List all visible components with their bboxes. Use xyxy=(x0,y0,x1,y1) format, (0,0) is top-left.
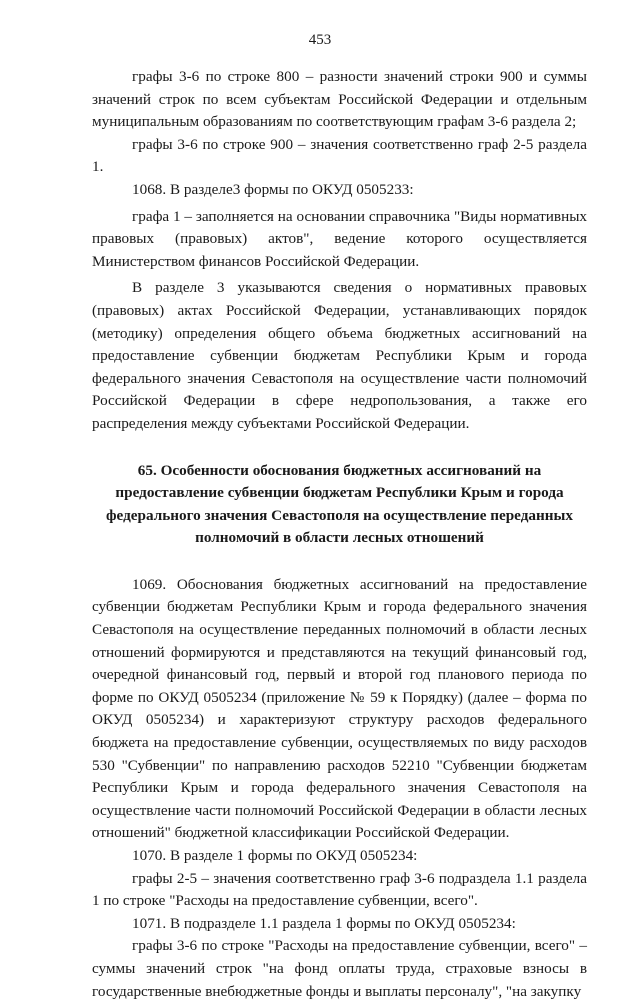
page-number: 453 xyxy=(308,32,332,48)
paragraph: графы 3-6 по строке 900 – значения соответственно граф 2-5 раздела 1. xyxy=(92,135,587,176)
paragraph: графы 2-5 – значения соответственно граф 3-6 подраздела 1.1 раздела 1 по строке "Расходы на предоставление субвенции, всего". xyxy=(92,869,587,910)
paragraph: 1071. В подразделе 1.1 раздела 1 формы по ОКУД 0505234: xyxy=(132,914,516,932)
paragraph: графы 3-6 по строке 800 – разности значений строки 900 и суммы значений строк по всем субъектам Российской Федерации и отдельным муниципальным образованиям по соответствующим графам 3-6 раздела 2; xyxy=(92,68,587,131)
paragraph: В разделе 3 указываются сведения о нормативных правовых (правовых) актах Российской Федерации, устанавливающих порядок (методику) определения общего объема бюджетных ассигнований на предоставление субвенции бюджетам Республики Крым и города федерального значения Севастополя на осуществление части полномочий Российской Федерации в сфере недропользования, а также его распределения между субъектами Российской Федерации. xyxy=(92,279,587,432)
paragraph: графы 3-6 по строке "Расходы на предоставление субвенции, всего" – суммы значений строк "на фонд оплаты труда, страховые взносы в государственные внебюджетные фонды и выплаты персоналу", "на закупку xyxy=(92,937,587,1000)
paragraph: 1069. Обоснования бюджетных ассигнований на предоставление субвенции бюджетам Республики Крым и города федерального значения Севастополя на осуществление переданных полномочий в области лесных отношений формируются и представляются на текущий финансовый год, очередной финансовый год, первый и второй год планового периода по форме по ОКУД 0505234 (приложение № 59 к Порядку) (далее – форма по ОКУД 0505234) и характеризуют структуру расходов федерального бюджета на предоставление субвенции, осуществляемых по виду расходов 530 "Субвенции" по направлению расходов 52210 "Субвенции бюджетам Республики Крым и города федерального значения Севастополя на осуществление части полномочий Российской Федерации в области лесных отношений" бюджетной классификации Российской Федерации. xyxy=(92,575,587,842)
section-heading: 65. Особенности обоснования бюджетных ассигнований на предоставление субвенции бюджетам Республики Крым и города федерального значения Севастополя на осуществление переданных полномочий в области лесных отношений xyxy=(106,461,573,547)
paragraph: 1070. В разделе 1 формы по ОКУД 0505234: xyxy=(132,847,418,864)
paragraph: графа 1 – заполняется на основании справочника "Виды нормативных правовых (правовых) актов", ведение которого осуществляется Министерством финансов Российской Федерации. xyxy=(92,207,587,270)
paragraph: 1068. В разделе3 формы по ОКУД 0505233: xyxy=(132,180,414,198)
document-body xyxy=(92,66,587,1003)
